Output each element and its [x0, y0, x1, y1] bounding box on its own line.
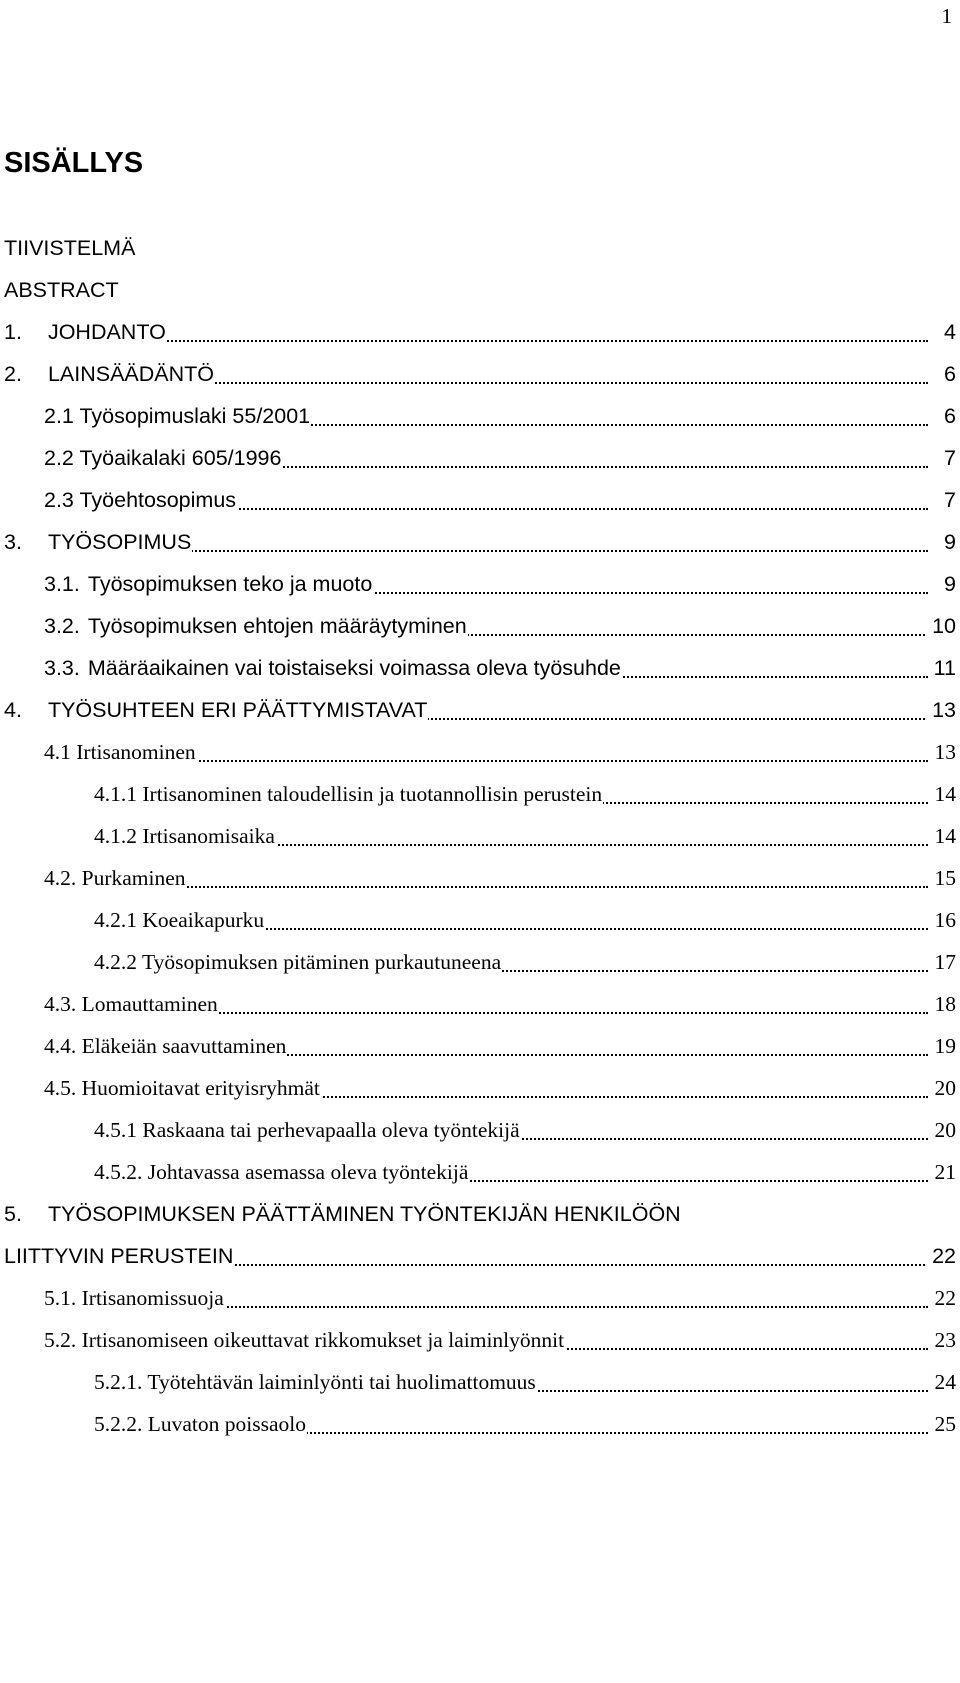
toc-entry-number: 3.3.	[44, 656, 80, 680]
toc-entry-label	[44, 1076, 321, 1100]
toc-entry-page: 6	[938, 395, 956, 437]
toc-entry-page: 18	[929, 983, 957, 1025]
toc-entry-title: TYÖSOPIMUKSEN PÄÄTTÄMINEN TYÖNTEKIJÄN HENKILÖÖN	[47, 1202, 681, 1226]
table-of-contents	[0, 227, 960, 1445]
toc-entry[interactable]	[0, 605, 960, 647]
toc-entry-label	[94, 782, 603, 806]
toc-entry[interactable]	[0, 1319, 960, 1361]
toc-entry-title: TYÖSOPIMUS	[47, 530, 192, 554]
toc-entry-label	[4, 698, 428, 722]
toc-entry[interactable]	[0, 899, 960, 941]
toc-entry[interactable]	[0, 479, 960, 521]
toc-entry-label	[4, 278, 120, 302]
toc-entry-label	[44, 866, 187, 890]
toc-entry-label	[44, 446, 282, 470]
toc-entry-label	[94, 824, 276, 848]
toc-entry-page: 6	[938, 353, 956, 395]
toc-entry-page: 16	[929, 899, 957, 941]
toc-entry-label	[4, 362, 215, 386]
toc-entry-page: 4	[938, 311, 956, 353]
toc-entry-label	[4, 320, 167, 344]
toc-entry-label	[4, 236, 136, 260]
page-number: 1	[941, 4, 952, 28]
toc-entry-title: 2.3 Työehtosopimus	[44, 488, 237, 512]
toc-entry-number: 3.	[4, 530, 22, 554]
toc-entry-page: 23	[929, 1319, 957, 1361]
toc-entry[interactable]	[0, 689, 960, 731]
toc-entry-page: 24	[929, 1361, 957, 1403]
toc-entry-title: 4.2.1 Koeaikapurku	[94, 908, 265, 932]
toc-entry-label	[94, 1118, 521, 1142]
toc-entry-title: 5.2. Irtisanomiseen oikeuttavat rikkomukset ja laiminlyönnit	[44, 1328, 565, 1352]
toc-entry[interactable]	[0, 1277, 960, 1319]
toc-entry-label	[44, 1034, 287, 1058]
toc-entry[interactable]	[0, 1403, 960, 1445]
toc-entry-title: 4.3. Lomauttaminen	[44, 992, 218, 1016]
toc-entry-label	[44, 404, 311, 428]
toc-entry-title: 4.5. Huomioitavat erityisryhmät	[44, 1076, 320, 1100]
toc-entry-label	[94, 1370, 537, 1394]
toc-entry-label	[4, 1244, 234, 1268]
toc-entry[interactable]	[0, 857, 960, 899]
toc-entry-number: 5.	[4, 1202, 22, 1226]
toc-entry-label	[4, 530, 192, 554]
toc-entry-page: 15	[929, 857, 957, 899]
toc-entry[interactable]	[0, 1025, 960, 1067]
toc-entry-title: 5.2.2. Luvaton poissaolo	[94, 1412, 306, 1436]
toc-entry-label	[94, 908, 265, 932]
toc-entry-number: 3.1.	[44, 572, 80, 596]
toc-entry[interactable]	[0, 983, 960, 1025]
toc-entry-title: Työsopimuksen ehtojen määräytyminen	[87, 614, 467, 638]
toc-entry-title: 2.1 Työsopimuslaki 55/2001	[44, 404, 311, 428]
toc-entry[interactable]	[0, 815, 960, 857]
toc-entry[interactable]	[0, 1361, 960, 1403]
toc-entry-page: 7	[938, 479, 956, 521]
toc-entry-label	[94, 1160, 469, 1184]
toc-entry[interactable]	[0, 395, 960, 437]
toc-entry-title: Määräaikainen vai toistaiseksi voimassa oleva työsuhde	[87, 656, 621, 680]
toc-entry-title: TYÖSUHTEEN ERI PÄÄTTYMISTAVAT	[47, 698, 428, 722]
toc-entry-number: 4.	[4, 698, 22, 722]
toc-entry-page: 14	[929, 815, 957, 857]
toc-entry-page: 20	[929, 1067, 957, 1109]
toc-entry-page: 19	[929, 1025, 957, 1067]
toc-entry-page: 17	[929, 941, 957, 983]
toc-entry-label	[94, 1412, 307, 1436]
toc-entry-title: ABSTRACT	[4, 278, 119, 302]
toc-entry[interactable]	[0, 1067, 960, 1109]
toc-entry-title: 4.4. Eläkeiän saavuttaminen	[44, 1034, 287, 1058]
toc-entry-page: 21	[929, 1151, 957, 1193]
toc-entry-page: 25	[929, 1403, 957, 1445]
toc-entry-title: 4.2. Purkaminen	[44, 866, 186, 890]
toc-entry-page: 14	[929, 773, 957, 815]
toc-entry-title: 4.2.2 Työsopimuksen pitäminen purkautuneena	[94, 950, 502, 974]
toc-entry-title: Työsopimuksen teko ja muoto	[87, 572, 373, 596]
toc-entry-label	[94, 950, 502, 974]
toc-entry[interactable]	[0, 227, 960, 269]
toc-entry-page: 9	[938, 521, 956, 563]
toc-entry[interactable]	[0, 1193, 960, 1235]
toc-entry-title: 4.5.2. Johtavassa asemassa oleva työntekijä	[94, 1160, 469, 1184]
page-title: SISÄLLYS	[4, 147, 144, 179]
toc-entry[interactable]	[0, 437, 960, 479]
toc-entry-title: LAINSÄÄDÄNTÖ	[47, 362, 215, 386]
toc-entry-page: 10	[926, 605, 956, 647]
toc-entry[interactable]	[0, 311, 960, 353]
toc-entry-page: 7	[938, 437, 956, 479]
toc-entry-title: 4.5.1 Raskaana tai perhevapaalla oleva työntekijä	[94, 1118, 520, 1142]
toc-entry[interactable]	[0, 269, 960, 311]
toc-entry[interactable]	[0, 563, 960, 605]
toc-entry-label	[44, 488, 237, 512]
toc-entry-page: 13	[929, 731, 957, 773]
toc-entry-label	[44, 1286, 225, 1310]
toc-entry-page: 20	[929, 1109, 957, 1151]
toc-entry-label	[44, 614, 468, 638]
toc-entry-label	[4, 1202, 682, 1226]
toc-entry-title: JOHDANTO	[47, 320, 166, 344]
toc-entry-page: 22	[926, 1235, 956, 1277]
toc-entry-title: 5.1. Irtisanomissuoja	[44, 1286, 224, 1310]
toc-entry-title: 4.1.2 Irtisanomisaika	[94, 824, 275, 848]
toc-entry-number: 3.2.	[44, 614, 80, 638]
toc-entry-title: 5.2.1. Työtehtävän laiminlyönti tai huolimattomuus	[94, 1370, 536, 1394]
toc-entry[interactable]	[0, 1235, 960, 1277]
toc-entry-label	[44, 656, 622, 680]
toc-entry-number: 2.	[4, 362, 22, 386]
toc-entry-label	[44, 740, 197, 764]
toc-entry-label	[44, 1328, 565, 1352]
toc-entry[interactable]	[0, 1109, 960, 1151]
toc-entry-title: LIITTYVIN PERUSTEIN	[4, 1244, 234, 1268]
toc-entry[interactable]	[0, 1151, 960, 1193]
toc-entry[interactable]	[0, 521, 960, 563]
toc-entry-label	[44, 992, 219, 1016]
toc-entry-title: 2.2 Työaikalaki 605/1996	[44, 446, 282, 470]
toc-entry-page: 9	[938, 563, 956, 605]
toc-entry-page: 22	[929, 1277, 957, 1319]
toc-entry-title: TIIVISTELMÄ	[4, 236, 136, 260]
toc-entry-title: 4.1 Irtisanominen	[44, 740, 196, 764]
toc-entry[interactable]	[0, 353, 960, 395]
toc-entry-page: 11	[928, 647, 956, 689]
toc-entry[interactable]	[0, 731, 960, 773]
toc-entry-label	[44, 572, 373, 596]
toc-entry[interactable]	[0, 773, 960, 815]
toc-entry-title: 4.1.1 Irtisanominen taloudellisin ja tuotannollisin perustein	[94, 782, 603, 806]
toc-entry-number: 1.	[4, 320, 22, 344]
toc-entry[interactable]	[0, 647, 960, 689]
toc-entry[interactable]	[0, 941, 960, 983]
toc-entry-page: 13	[926, 689, 956, 731]
